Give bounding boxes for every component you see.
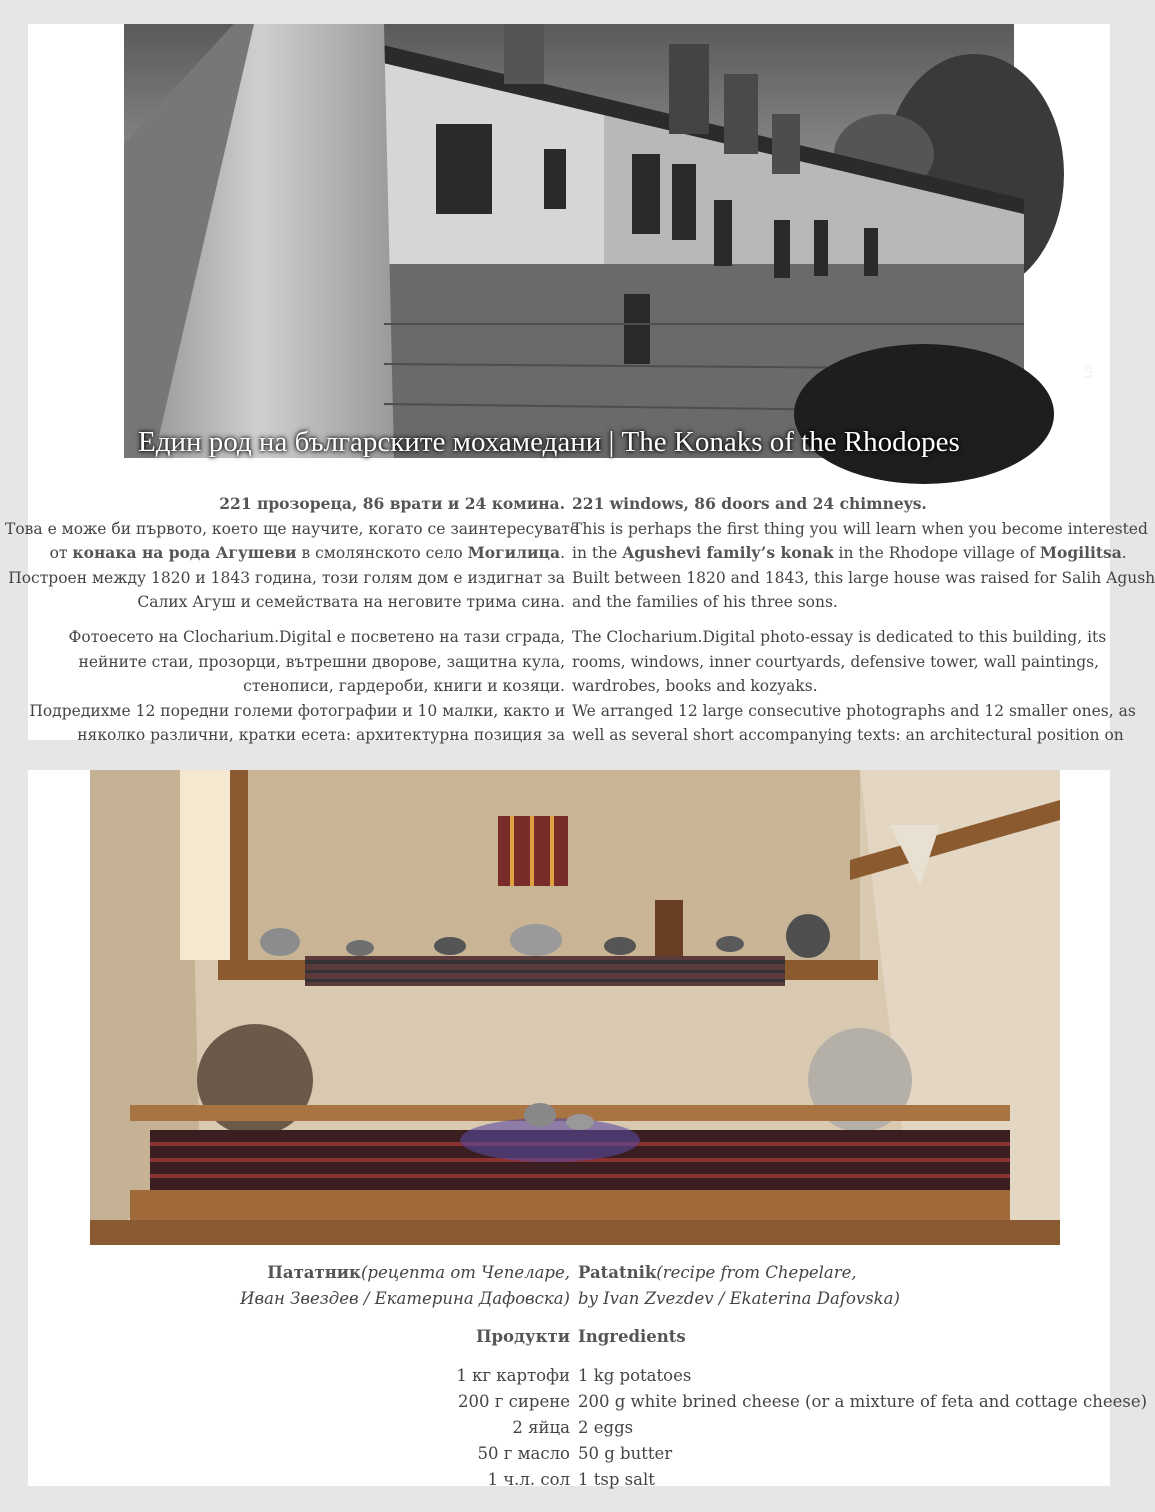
bg-p1-line4: Салих Агуш и семействата на неговите трима сина. bbox=[137, 593, 565, 611]
bg-recipe-title: Пататник(рецепта от Чепеларе, bbox=[267, 1263, 570, 1282]
en-ingredient: 50 g butter bbox=[578, 1444, 673, 1463]
en-recipe-title: Patatnik(recipe from Chepelare, bbox=[578, 1263, 857, 1282]
konak-interior-photo[interactable] bbox=[90, 770, 1060, 1245]
en-ingredient: 200 g white brined cheese (or a mixture of feta and cottage cheese) bbox=[578, 1392, 1148, 1411]
bg-p2-line2: нейните стаи, прозорци, вътрешни дворове, защитна кула, bbox=[78, 652, 565, 671]
bg-p1-line2: от конака на рода Агушеви в смолянското село Могилица. bbox=[49, 543, 565, 562]
en-p1-line4: and the families of his three sons. bbox=[572, 593, 838, 611]
bg-p2-line4: Подредихме 12 поредни големи фотографии и 10 малки, както и bbox=[29, 701, 565, 720]
en-p2-line5: well as several short accompanying texts: an architectural position on bbox=[572, 726, 1124, 744]
bg-recipe-authors: Иван Звездев / Екатерина Дафовска) bbox=[240, 1289, 570, 1308]
bg-p2-line5: няколко различни, кратки есета: архитектурна позиция за bbox=[77, 726, 565, 744]
interior-illustration bbox=[90, 770, 1060, 1245]
bg-ingredient: 1 кг картофи bbox=[456, 1366, 570, 1385]
en-heading: 221 windows, 86 doors and 24 chimneys. bbox=[572, 494, 927, 513]
en-recipe-authors: by Ivan Zvezdev / Ekaterina Dafovska) bbox=[578, 1289, 900, 1308]
article-card-top bbox=[5, 24, 1155, 744]
bg-ingredients-label: Продукти bbox=[475, 1327, 570, 1346]
en-p1-line2: in the Agushevi family’s konak in the Rhodope village of Mogilitsa. bbox=[572, 543, 1127, 562]
bg-p1-line1: Това е може би първото, което ще научите, когато се заинтересувате bbox=[5, 519, 580, 538]
en-ingredient: 1 tsp salt bbox=[578, 1470, 655, 1489]
slide-counter: 1/2 bbox=[1084, 363, 1095, 380]
bg-p1-line3: Построен между 1820 и 1843 година, този голям дом е издигнат за bbox=[8, 568, 565, 587]
en-ingredient: 1 kg potatoes bbox=[578, 1366, 692, 1385]
konak-exterior-photo[interactable] bbox=[124, 24, 1095, 458]
bg-heading: 221 прозореца, 86 врати и 24 комина. bbox=[219, 494, 565, 513]
bg-p2-line3: стенописи, гардероби, книги и козяци. bbox=[243, 677, 565, 695]
en-p2-line1: The Clocharium.Digital photo-essay is dedicated to this building, its bbox=[572, 628, 1107, 646]
article-card-recipe bbox=[28, 770, 1148, 1489]
bg-ingredient: 2 яйца bbox=[512, 1418, 570, 1437]
article-title: Един род на българските мохамедани | The Konaks of the Rhodopes bbox=[138, 426, 960, 458]
en-p2-line3: wardrobes, books and kozyaks. bbox=[572, 677, 818, 695]
en-ingredient: 2 eggs bbox=[578, 1418, 634, 1437]
bg-ingredient: 200 г сирене bbox=[458, 1392, 570, 1411]
konak-exterior-illustration bbox=[124, 24, 1014, 458]
en-ingredients-label: Ingredients bbox=[578, 1327, 686, 1346]
en-p1-line3: Built between 1820 and 1843, this large house was raised for Salih Agush bbox=[572, 568, 1155, 587]
bg-p2-line1: Фотоесето на Clocharium.Digital е посветено на тази сграда, bbox=[68, 628, 565, 646]
bg-ingredient: 50 г масло bbox=[477, 1444, 570, 1463]
en-p2-line4: We arranged 12 large consecutive photographs and 12 smaller ones, as bbox=[572, 701, 1136, 720]
bg-ingredient: 1 ч.л. сол bbox=[487, 1470, 570, 1489]
en-p2-line2: rooms, windows, inner courtyards, defensive tower, wall paintings, bbox=[572, 652, 1100, 671]
en-p1-line1: This is perhaps the first thing you will learn when you become interested bbox=[572, 519, 1148, 538]
